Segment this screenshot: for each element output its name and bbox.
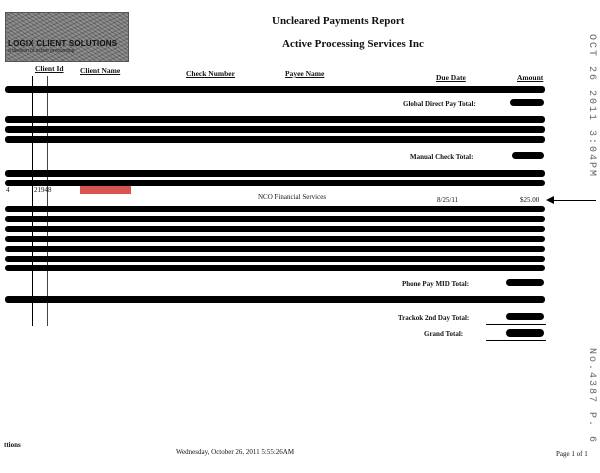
company-logo [5,12,129,62]
logo-tagline: a division of active processing [8,48,75,54]
column-due-date: Due Date [436,73,466,82]
phone-pay-mid-total-label: Phone Pay MID Total: [402,280,470,288]
redaction-bar [5,126,545,133]
global-direct-pay-total-label: Global Direct Pay Total: [403,100,476,108]
footer-left-text: ttions [4,441,21,449]
row-due-date: 8/25/11 [437,196,459,204]
fax-stamp-bottom: No.4387 P. 6 [586,348,597,445]
column-client-id: Client Id [35,64,64,73]
redaction-bar [5,86,545,93]
redaction-bar [512,152,544,159]
column-payee-name: Payee Name [285,69,325,78]
redaction-bar [510,99,544,106]
scan-line [47,76,48,326]
fax-stamp-top: OCT 26 2011 3:04PM [586,34,597,179]
scan-line [32,76,33,326]
row-amount: $25.00 [520,196,540,204]
redaction-bar [5,116,545,123]
client-name-highlight [80,186,131,194]
redaction-bar [5,265,545,271]
redaction-bar [5,206,545,212]
redaction-bar [5,136,545,143]
footer-print-date: Wednesday, October 26, 2011 5:55:26AM [176,448,295,456]
logo-name: LOGIX CLIENT SOLUTIONS [8,39,118,48]
column-check-number: Check Number [186,69,235,78]
report-title: Uncleared Payments Report [272,15,405,27]
divider [486,324,546,325]
company-name: Active Processing Services Inc [282,38,424,50]
redaction-bar [506,279,544,286]
column-client-name: Client Name [80,66,121,75]
arrow-line [550,200,596,201]
row-payee: NCO Financial Services [258,193,327,201]
manual-check-total-label: Manual Check Total: [410,153,474,161]
grand-total-label: Grand Total: [424,330,464,338]
divider [486,340,546,341]
redaction-bar [5,226,545,232]
row-number: 4 [6,186,10,194]
column-amount: Amount [517,73,544,82]
redaction-bar [5,246,545,252]
redaction-bar [506,313,544,320]
arrow-icon [546,196,554,204]
redaction-bar [506,329,544,337]
row-client-id: 21948 [34,186,52,194]
trackok-2nd-day-total-label: Trackok 2nd Day Total: [398,314,470,322]
footer-page-number: Page 1 of 1 [556,450,588,458]
redaction-bar [5,296,545,303]
redaction-bar [5,256,545,262]
redaction-bar [5,170,545,177]
redaction-bar [5,216,545,222]
redaction-bar [5,236,545,242]
